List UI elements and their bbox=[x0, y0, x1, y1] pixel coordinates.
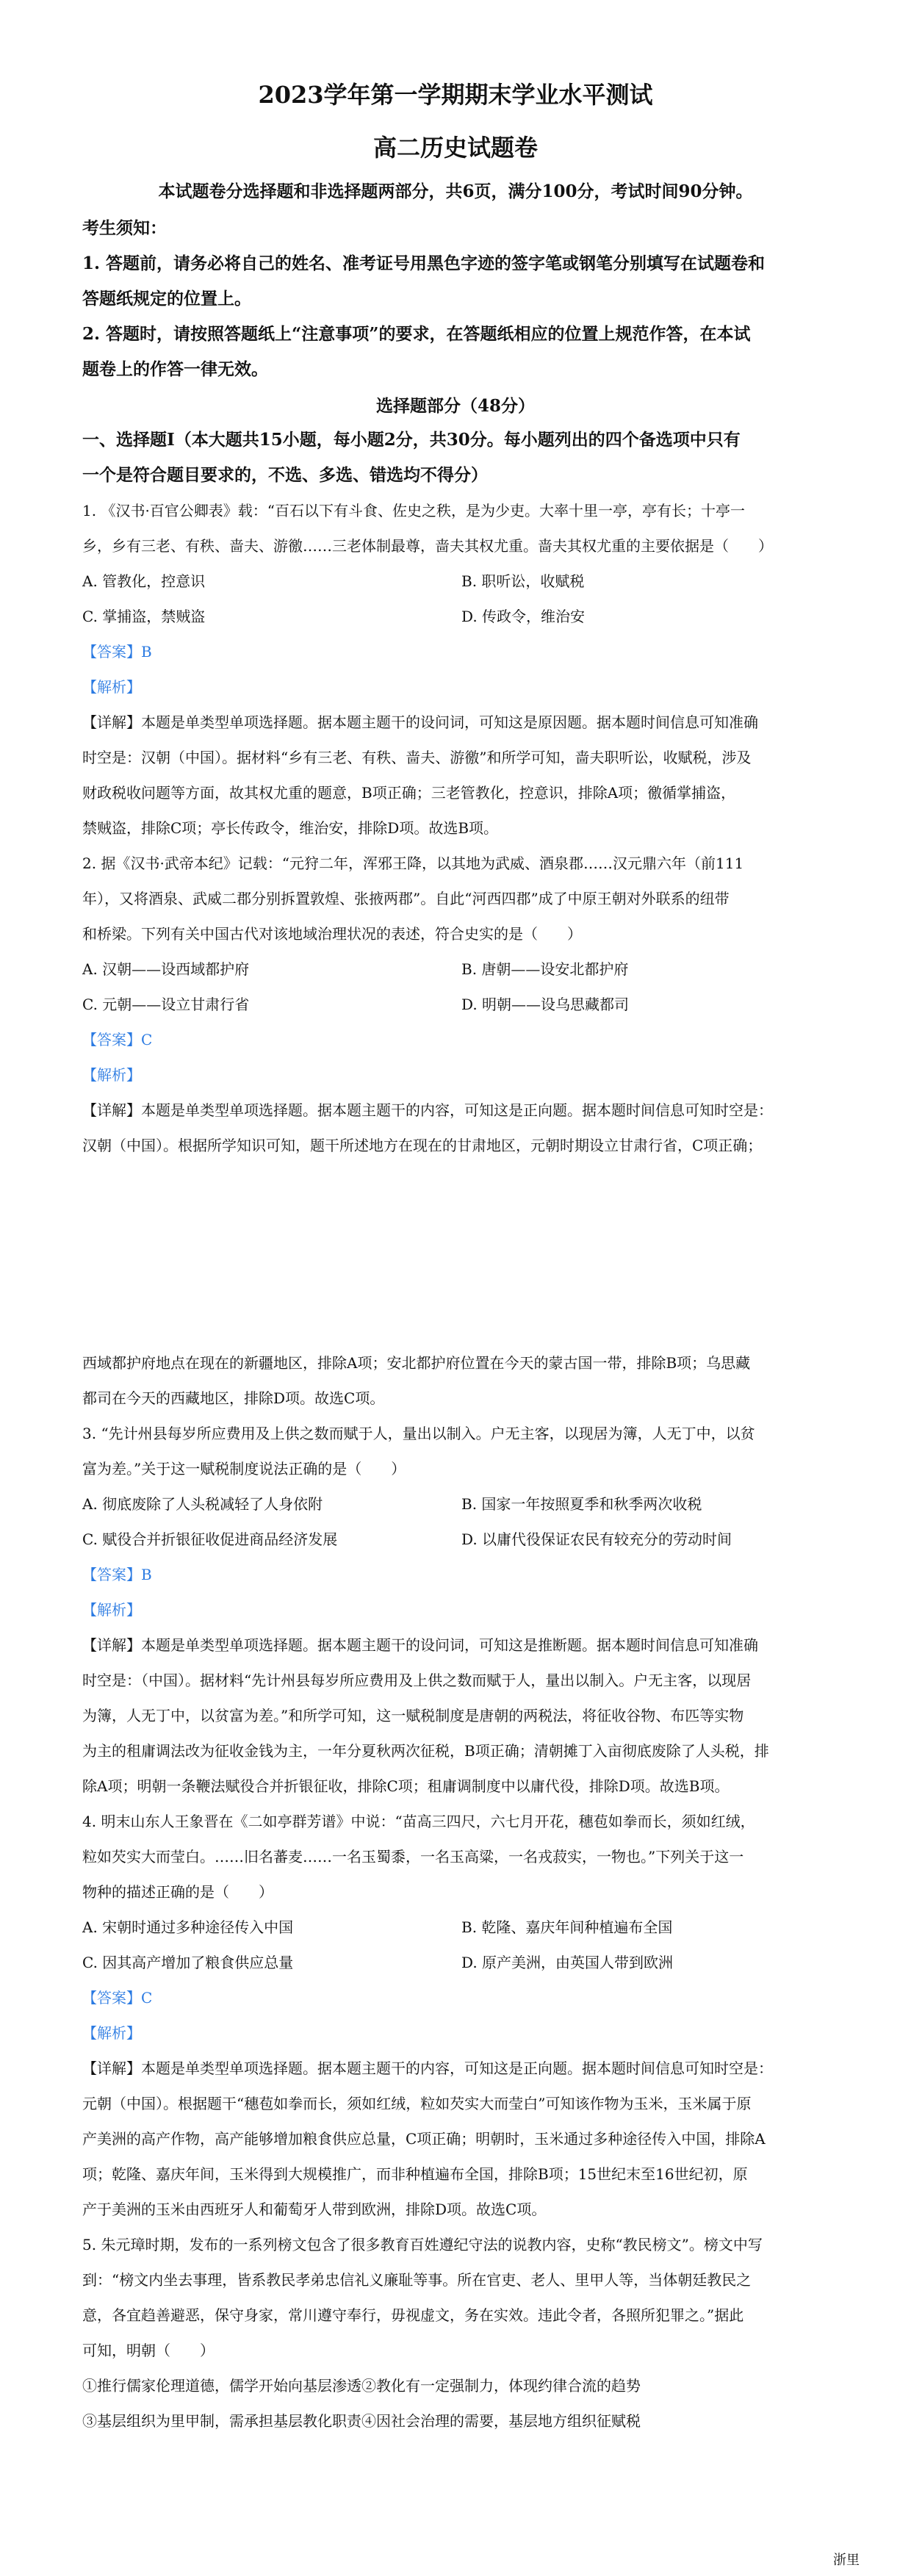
q2-analysis-label: 【解析】 bbox=[82, 1066, 141, 1084]
q3-detail: 为主的租庸调法改为征收金钱为主，一年分夏秋两次征税，B项正确；清朝摊丁入亩彻底废除了人头税，排 bbox=[82, 1742, 769, 1760]
q1-stem: 1. 《汉书·百官公卿表》载：“百石以下有斗食、佐史之秩，是为少吏。大率十里一亭，亭有长；十亭一 bbox=[82, 502, 746, 519]
q2-detail: 汉朝（中国）。根据所学知识可知，题干所述地方在现在的甘肃地区，元朝时期设立甘肃行省，C项正确； bbox=[82, 1137, 763, 1154]
q3-option-c: C. 赋役合并折银征收促进商品经济发展 bbox=[82, 1530, 338, 1548]
q4-detail: 产美洲的高产作物，高产能够增加粮食供应总量，C项正确；明朝时，玉米通过多种途径传入中国，排除A bbox=[82, 2130, 766, 2148]
q5-statement: ①推行儒家伦理道德，儒学开始向基层渗透②教化有一定强制力，体现约律合流的趋势 bbox=[82, 2377, 641, 2395]
q1-detail: 禁贼盗，排除C项；亭长传政令，维治安，排除D项。故选B项。 bbox=[82, 819, 499, 837]
q1-option-a: A. 管教化，控意识 bbox=[82, 572, 206, 590]
q5-statement: ③基层组织为里甲制，需承担基层教化职责④因社会治理的需要，基层地方组织征赋税 bbox=[82, 2412, 641, 2430]
q4-detail: 元朝（中国）。根据题干“穗苞如拳而长，须如红绒，粒如芡实大而莹白”可知该作物为玉米，玉米属于原 bbox=[82, 2095, 752, 2112]
notice-line: 1. 答题前，请务必将自己的姓名、准考证号用黑色字迹的签字笔或钢笔分别填写在试题卷和 bbox=[82, 253, 766, 273]
q3-stem: 富为差。”关于这一赋税制度说法正确的是（ ） bbox=[82, 1460, 406, 1478]
q2-detail: 【详解】本题是单类型单项选择题。据本题主题干的内容，可知这是正向题。据本题时间信息可知时空是： bbox=[82, 1101, 773, 1119]
q2-stem: 和桥梁。下列有关中国古代对该地域治理状况的表述，符合史实的是（ ） bbox=[82, 925, 582, 943]
q3-detail: 为簿，人无丁中，以贫富为差。”和所学可知，这一赋税制度是唐朝的两税法，将征收谷物、布匹等实物 bbox=[82, 1707, 744, 1724]
q1-detail: 【详解】本题是单类型单项选择题。据本题主题干的设问词，可知这是原因题。据本题时间信息可知准确 bbox=[82, 713, 758, 731]
q2-answer: 【答案】C bbox=[82, 1031, 153, 1048]
q1-analysis-label: 【解析】 bbox=[82, 678, 141, 696]
q3-answer: 【答案】B bbox=[82, 1566, 152, 1583]
q2-option-a: A. 汉朝——设西域都护府 bbox=[82, 960, 250, 978]
q1-option-b: B. 职听讼，收赋税 bbox=[461, 572, 585, 590]
q4-detail: 项；乾隆、嘉庆年间，玉米得到大规模推广，而非种植遍布全国，排除B项；15世纪末至16世纪初，原 bbox=[82, 2165, 748, 2183]
notice-heading: 考生须知： bbox=[82, 218, 167, 238]
q4-option-c: C. 因其高产增加了粮食供应总量 bbox=[82, 1954, 294, 1971]
q4-stem: 4. 明末山东人王象晋在《二如亭群芳谱》中说：“苗高三四尺，六七月开花，穗苞如拳而长，须如红绒， bbox=[82, 1813, 755, 1830]
q3-detail: 【详解】本题是单类型单项选择题。据本题主题干的设问词，可知这是推断题。据本题时间信息可知准确 bbox=[82, 1636, 758, 1654]
notice-line: 题卷上的作答一律无效。 bbox=[82, 359, 268, 379]
q3-option-d: D. 以庸代役保证农民有较充分的劳动时间 bbox=[461, 1530, 732, 1548]
q1-answer: 【答案】B bbox=[82, 643, 152, 661]
q3-option-a: A. 彻底废除了人头税减轻了人身依附 bbox=[82, 1495, 323, 1513]
q1-detail: 财政税收问题等方面，故其权尤重的题意，B项正确；三老管教化，控意识，排除A项；徼循掌捕盗， bbox=[82, 784, 736, 802]
q5-stem: 可知，明朝（ ） bbox=[82, 2342, 215, 2359]
q2-detail: 都司在今天的西藏地区，排除D项。故选C项。 bbox=[82, 1389, 385, 1407]
q2-stem: 年），又将酒泉、武威二郡分别拆置敦煌、张掖两郡”。自此“河西四郡”成了中原王朝对外联系的纽带 bbox=[82, 890, 730, 907]
q1-option-c: C. 掌捕盗，禁贼盗 bbox=[82, 608, 206, 625]
q4-detail: 【详解】本题是单类型单项选择题。据本题主题干的内容，可知这是正向题。据本题时间信息可知时空是： bbox=[82, 2059, 773, 2077]
exam-intro: 本试题卷分选择题和非选择题两部分，共6页，满分100分，考试时间90分钟。 bbox=[158, 181, 753, 201]
q2-option-d: D. 明朝——设乌思藏都司 bbox=[461, 996, 630, 1013]
q3-analysis-label: 【解析】 bbox=[82, 1601, 141, 1619]
q2-stem: 2. 据《汉书·武帝本纪》记载：“元狩二年，浑邪王降，以其地为武威、酒泉郡……汉元鼎六年（前111 bbox=[82, 855, 744, 872]
q4-option-a: A. 宋朝时通过多种途径传入中国 bbox=[82, 1918, 294, 1936]
section-heading: 一个是符合题目要求的，不选、多选、错选均不得分） bbox=[82, 465, 488, 485]
section-heading: 一、选择题Ⅰ（本大题共15小题，每小题2分，共30分。每小题列出的四个备选项中只有 bbox=[82, 430, 741, 450]
q4-detail: 产于美洲的玉米由西班牙人和葡萄牙人带到欧洲，排除D项。故选C项。 bbox=[82, 2201, 547, 2218]
q1-detail: 时空是：汉朝（中国）。据材料“乡有三老、有秩、啬夫、游徼”和所学可知，啬夫职听讼，收赋税，涉及 bbox=[82, 749, 752, 766]
q5-stem: 到：“榜文内坐去事理，皆系教民孝弟忠信礼义廉耻等事。所在官吏、老人、里甲人等，当体朝廷教民之 bbox=[82, 2271, 752, 2289]
q1-option-d: D. 传政令，维治安 bbox=[461, 608, 586, 625]
part-heading: 选择题部分（48分） bbox=[375, 396, 535, 416]
q1-stem: 乡，乡有三老、有秩、啬夫、游徼……三老体制最尊，啬夫其权尤重。啬夫其权尤重的主要依据是（ ） bbox=[82, 537, 773, 555]
q3-detail: 时空是：（中国）。据材料“先计州县每岁所应费用及上供之数而赋于人，量出以制入。户无主客，以现居 bbox=[82, 1672, 752, 1689]
q4-answer: 【答案】C bbox=[82, 1989, 153, 2007]
q5-stem: 5. 朱元璋时期，发布的一系列榜文包含了很多教育百姓遵纪守法的说教内容，史称“教民榜文”。榜文中写 bbox=[82, 2236, 763, 2253]
q3-detail: 除A项；明朝一条鞭法赋役合并折银征收，排除C项；租庸调制度中以庸代役，排除D项。故选B项。 bbox=[82, 1777, 730, 1795]
q3-stem: 3. “先计州县每岁所应费用及上供之数而赋于人，量出以制入。户无主客，以现居为簿，人无丁中，以贫 bbox=[82, 1425, 755, 1442]
q4-stem: 物种的描述正确的是（ ） bbox=[82, 1883, 273, 1901]
q4-analysis-label: 【解析】 bbox=[82, 2024, 141, 2042]
q4-option-b: B. 乾隆、嘉庆年间种植遍布全国 bbox=[461, 1918, 673, 1936]
q4-stem: 粒如芡实大而莹白。……旧名蕃麦……一名玉蜀黍，一名玉高粱，一名戎菽实，一物也。”下列关于这一 bbox=[82, 1848, 744, 1866]
exam-title: 2023学年第一学期期末学业水平测试 bbox=[258, 81, 653, 109]
q3-option-b: B. 国家一年按照夏季和秋季两次收税 bbox=[461, 1495, 702, 1513]
q4-option-d: D. 原产美洲，由英国人带到欧洲 bbox=[461, 1954, 674, 1971]
q2-option-c: C. 元朝——设立甘肃行省 bbox=[82, 996, 250, 1013]
exam-subtitle: 高二历史试题卷 bbox=[372, 134, 538, 162]
notice-line: 2. 答题时，请按照答题纸上“注意事项”的要求，在答题纸相应的位置上规范作答，在本试 bbox=[82, 324, 751, 344]
q5-stem: 意，各宜趋善避恶，保守身家，常川遵守奉行，毋视虚文，务在实效。违此令者，各照所犯罪之。”据此 bbox=[82, 2306, 744, 2324]
notice-line: 答题纸规定的位置上。 bbox=[82, 289, 251, 309]
q2-detail: 西域都护府地点在现在的新疆地区，排除A项；安北都护府位置在今天的蒙古国一带，排除B项；乌思藏 bbox=[82, 1354, 751, 1372]
footer-text: 浙里 bbox=[833, 2552, 860, 2568]
q2-option-b: B. 唐朝——设安北都护府 bbox=[461, 960, 629, 978]
